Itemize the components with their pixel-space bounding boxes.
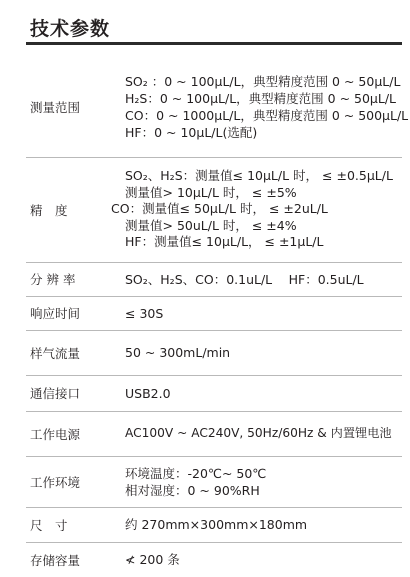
spec-row-flow bbox=[26, 330, 402, 375]
spec-line: SO₂、H₂S、CO：0.1uL/L HF：0.5uL/L bbox=[125, 271, 364, 287]
spec-line: 测量值> 50uL/L 时， ≤ ±4% bbox=[125, 217, 297, 233]
spec-row-comm bbox=[26, 375, 402, 411]
spec-value bbox=[105, 58, 409, 157]
spec-row-response-time bbox=[26, 296, 402, 330]
spec-value bbox=[105, 456, 402, 507]
spec-label: 工作环境 bbox=[30, 474, 81, 490]
spec-value bbox=[105, 542, 402, 577]
spec-line: AC100V ~ AC240V, 50Hz/60Hz & 内置锂电池 bbox=[125, 426, 392, 440]
spec-row-environment bbox=[26, 456, 402, 507]
spec-label: 存储容量 bbox=[30, 552, 81, 568]
spec-label: 分 辨 率 bbox=[30, 272, 76, 287]
spec-value bbox=[105, 262, 402, 296]
spec-label: 通信接口 bbox=[30, 386, 81, 401]
spec-line: CO：0 ~ 1000μL/L，典型精度范围 0 ~ 500μL/L bbox=[125, 108, 409, 124]
spec-line: 约 270mm×300mm×180mm bbox=[125, 517, 308, 532]
title-underline bbox=[26, 42, 402, 45]
spec-line: HF：0 ~ 10μL/L(选配) bbox=[125, 125, 258, 141]
spec-row-storage bbox=[26, 542, 402, 577]
section-title: 技术参数 bbox=[30, 18, 111, 40]
spec-value bbox=[105, 411, 402, 456]
spec-row-size bbox=[26, 507, 402, 542]
spec-value bbox=[105, 507, 402, 542]
spec-label: 响应时间 bbox=[30, 306, 81, 321]
spec-line: USB2.0 bbox=[125, 385, 171, 401]
spec-line: SO₂ ：0 ~ 100μL/L，典型精度范围 0 ~ 50μL/L bbox=[125, 74, 401, 90]
spec-line: ≮ 200 条 bbox=[125, 552, 180, 568]
spec-line: 测量值> 10μL/L 时， ≤ ±5% bbox=[125, 184, 297, 200]
spec-line: 环境温度：-20℃~ 50℃ bbox=[125, 465, 267, 481]
spec-line: SO₂、H₂S：测量值≤ 10μL/L 时， ≤ ±0.5μL/L bbox=[125, 168, 393, 184]
spec-label: 测量范围 bbox=[30, 100, 81, 116]
spec-row-resolution bbox=[26, 262, 402, 296]
spec-value bbox=[105, 375, 402, 411]
spec-value bbox=[105, 330, 402, 375]
spec-row-power bbox=[26, 411, 402, 456]
spec-line: 相对湿度：0 ~ 90%RH bbox=[125, 482, 260, 498]
spec-line: H₂S：0 ~ 100μL/L，典型精度范围 0 ~ 50μL/L bbox=[125, 91, 397, 107]
spec-line: 50 ~ 300mL/min bbox=[125, 345, 231, 360]
spec-label: 尺 寸 bbox=[30, 517, 68, 533]
spec-row-range bbox=[26, 58, 402, 157]
spec-label: 工作电源 bbox=[30, 426, 81, 442]
spec-line: ≤ 30S bbox=[125, 305, 164, 321]
spec-line: HF：测量值≤ 10μL/L， ≤ ±1μL/L bbox=[125, 234, 324, 250]
spec-line: CO：测量值≤ 50μL/L 时， ≤ ±2uL/L bbox=[111, 201, 328, 217]
spec-label: 样气流量 bbox=[30, 345, 81, 361]
spec-value bbox=[105, 296, 402, 330]
spec-value bbox=[105, 157, 402, 262]
spec-label: 精 度 bbox=[30, 202, 68, 218]
spec-row-precision bbox=[26, 157, 402, 262]
spec-table bbox=[26, 58, 409, 577]
